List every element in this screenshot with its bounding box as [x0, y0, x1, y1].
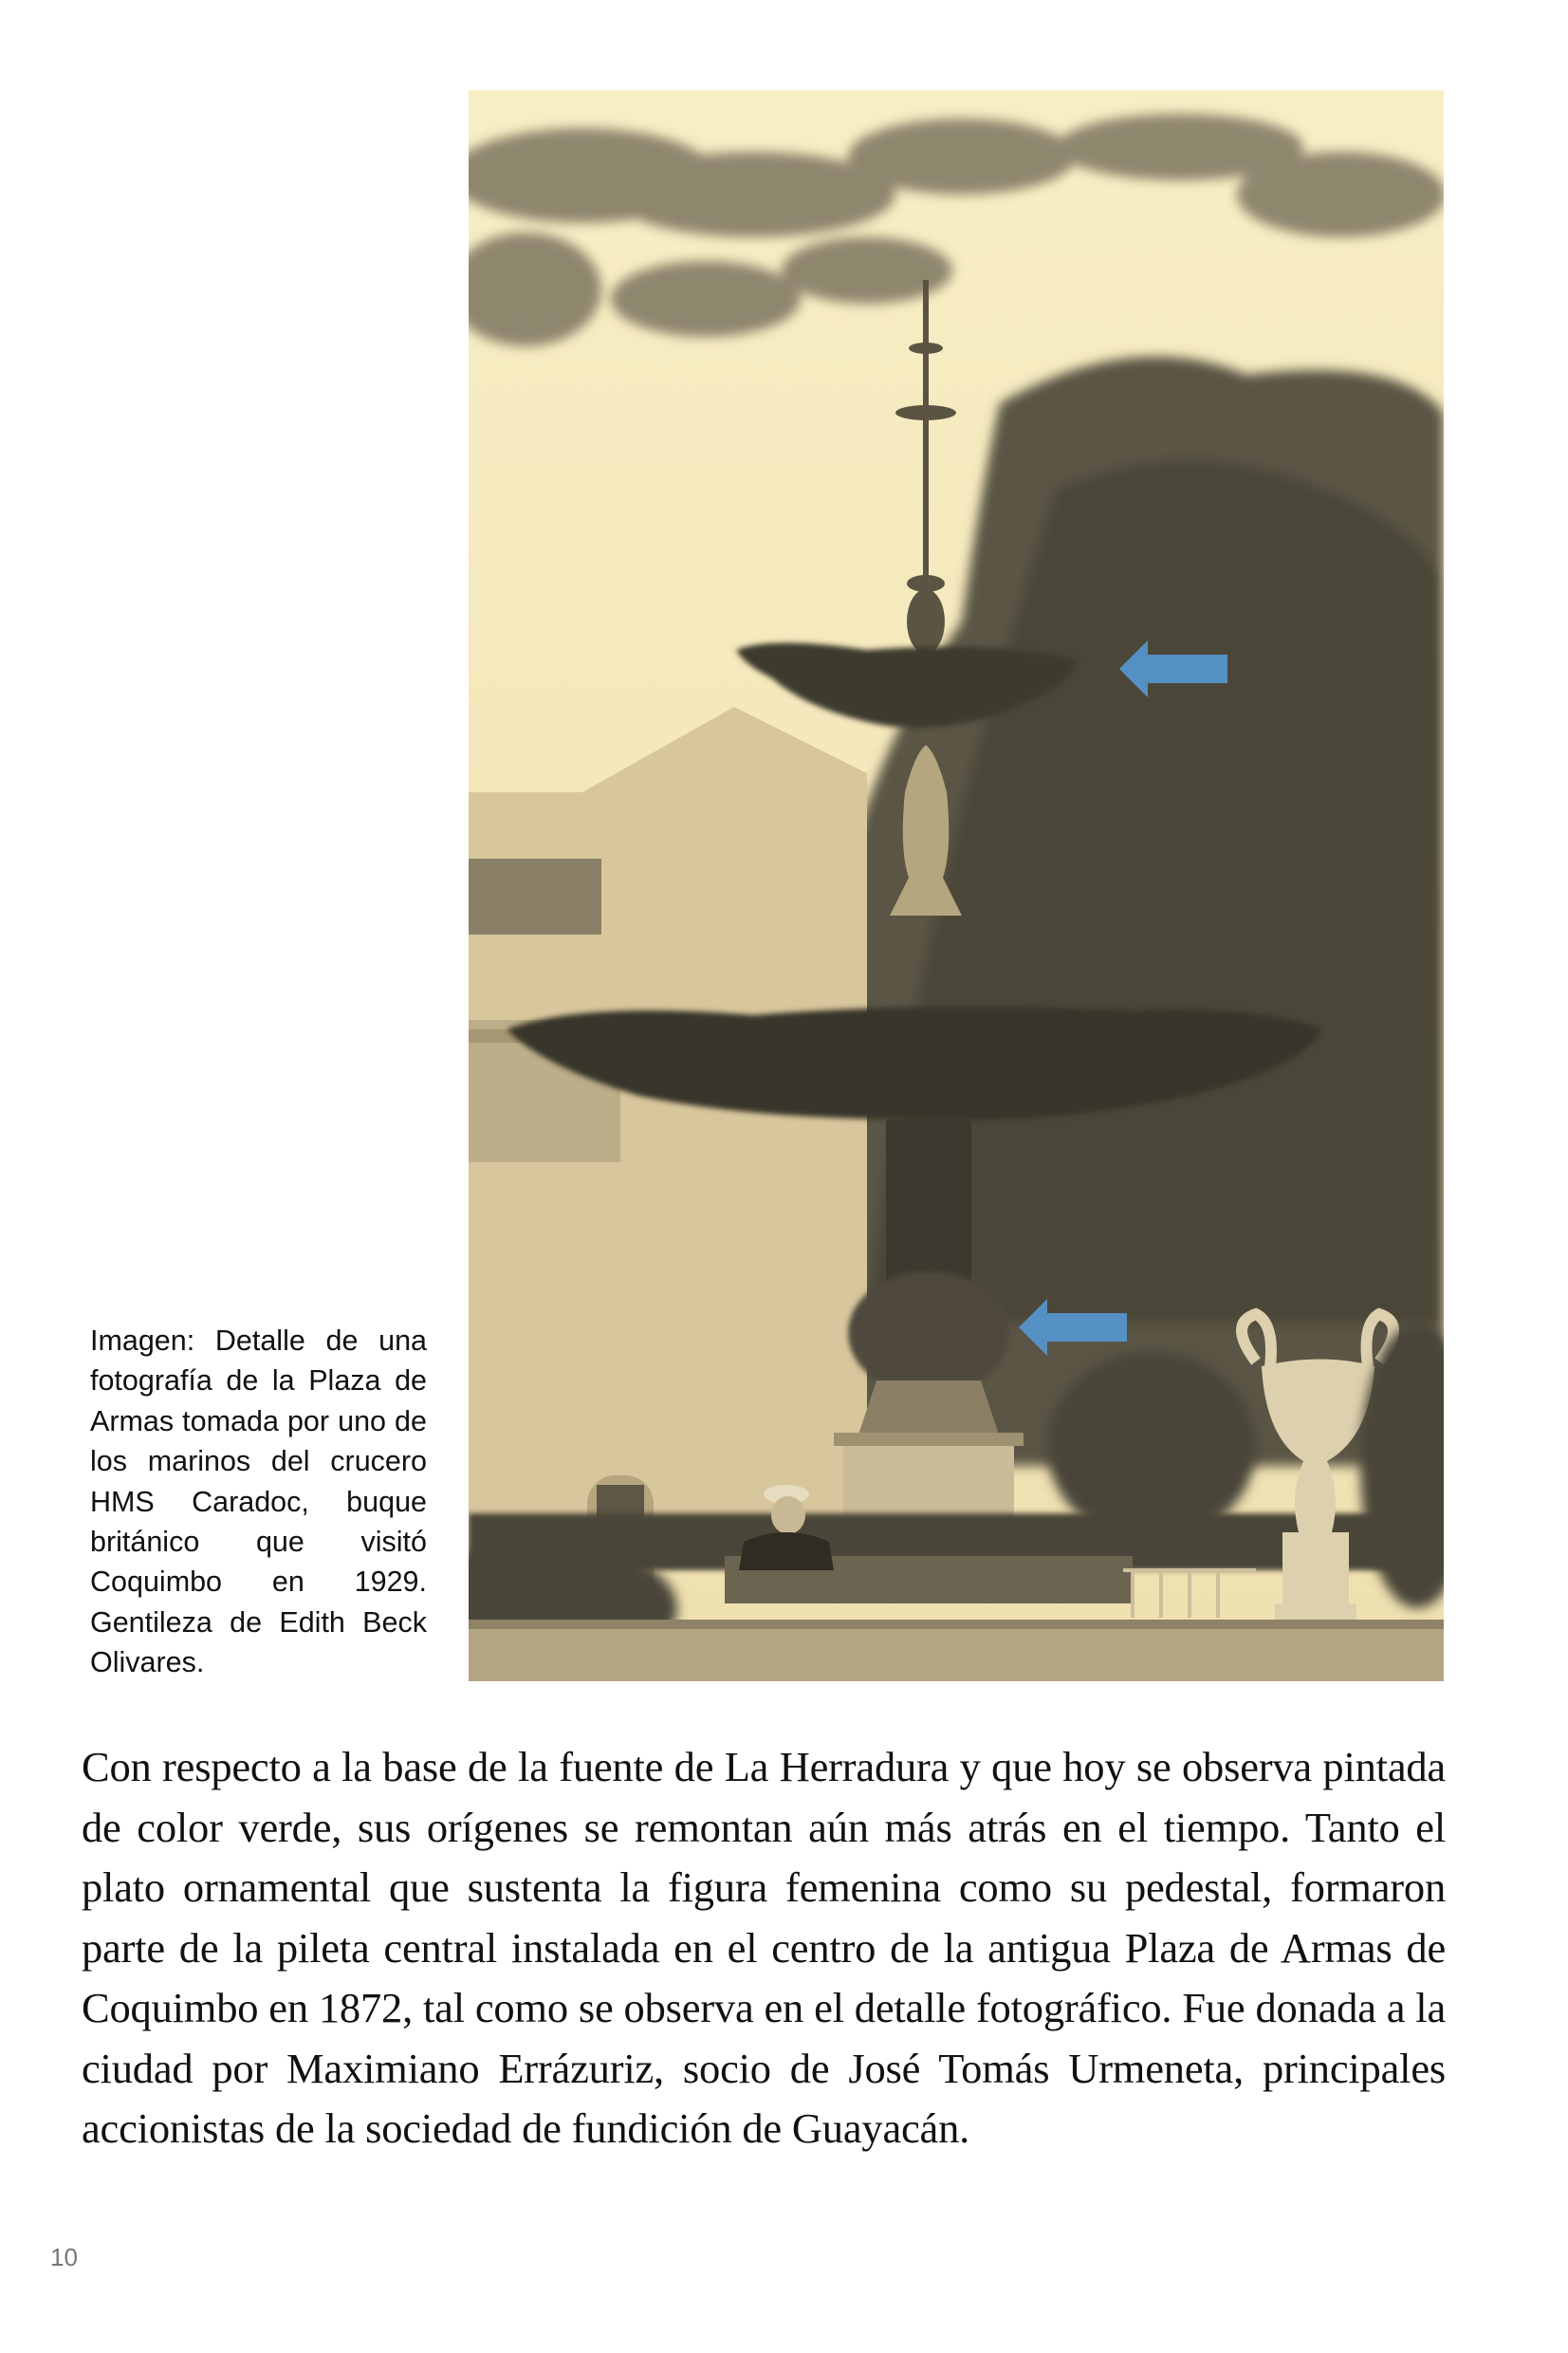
page-number: 10 — [50, 2243, 78, 2271]
body-paragraph: Con respecto a la base de la fuente de La Herradura y que hoy se observa pintada de color verde, sus orígenes se remontan aún más atrás en el tiempo. Tanto el plato ornamental que sustenta la figura femenina como su pedestal, formaron parte de la pileta central instalada en el centro de la antigua Plaza de Armas de Coquimbo en 1872, tal como se observa en el detalle fotográfico. Fue donada a la ciudad por Maximiano Errázuriz, socio de José Tomás Urmeneta, principales accionistas de la sociedad de fundición de Guayacán. — [82, 1743, 1446, 2152]
fountain-photo-illustration — [469, 90, 1444, 1681]
historical-fountain-photo — [469, 90, 1444, 1681]
photo-caption: Imagen: Detalle de una fotografía de la Plaza de Armas tomada por uno de los marinos del crucero HMS Caradoc, buque británico que visitó Coquimbo en 1929. Gentileza de Edith Beck Olivares. — [90, 1325, 427, 1679]
